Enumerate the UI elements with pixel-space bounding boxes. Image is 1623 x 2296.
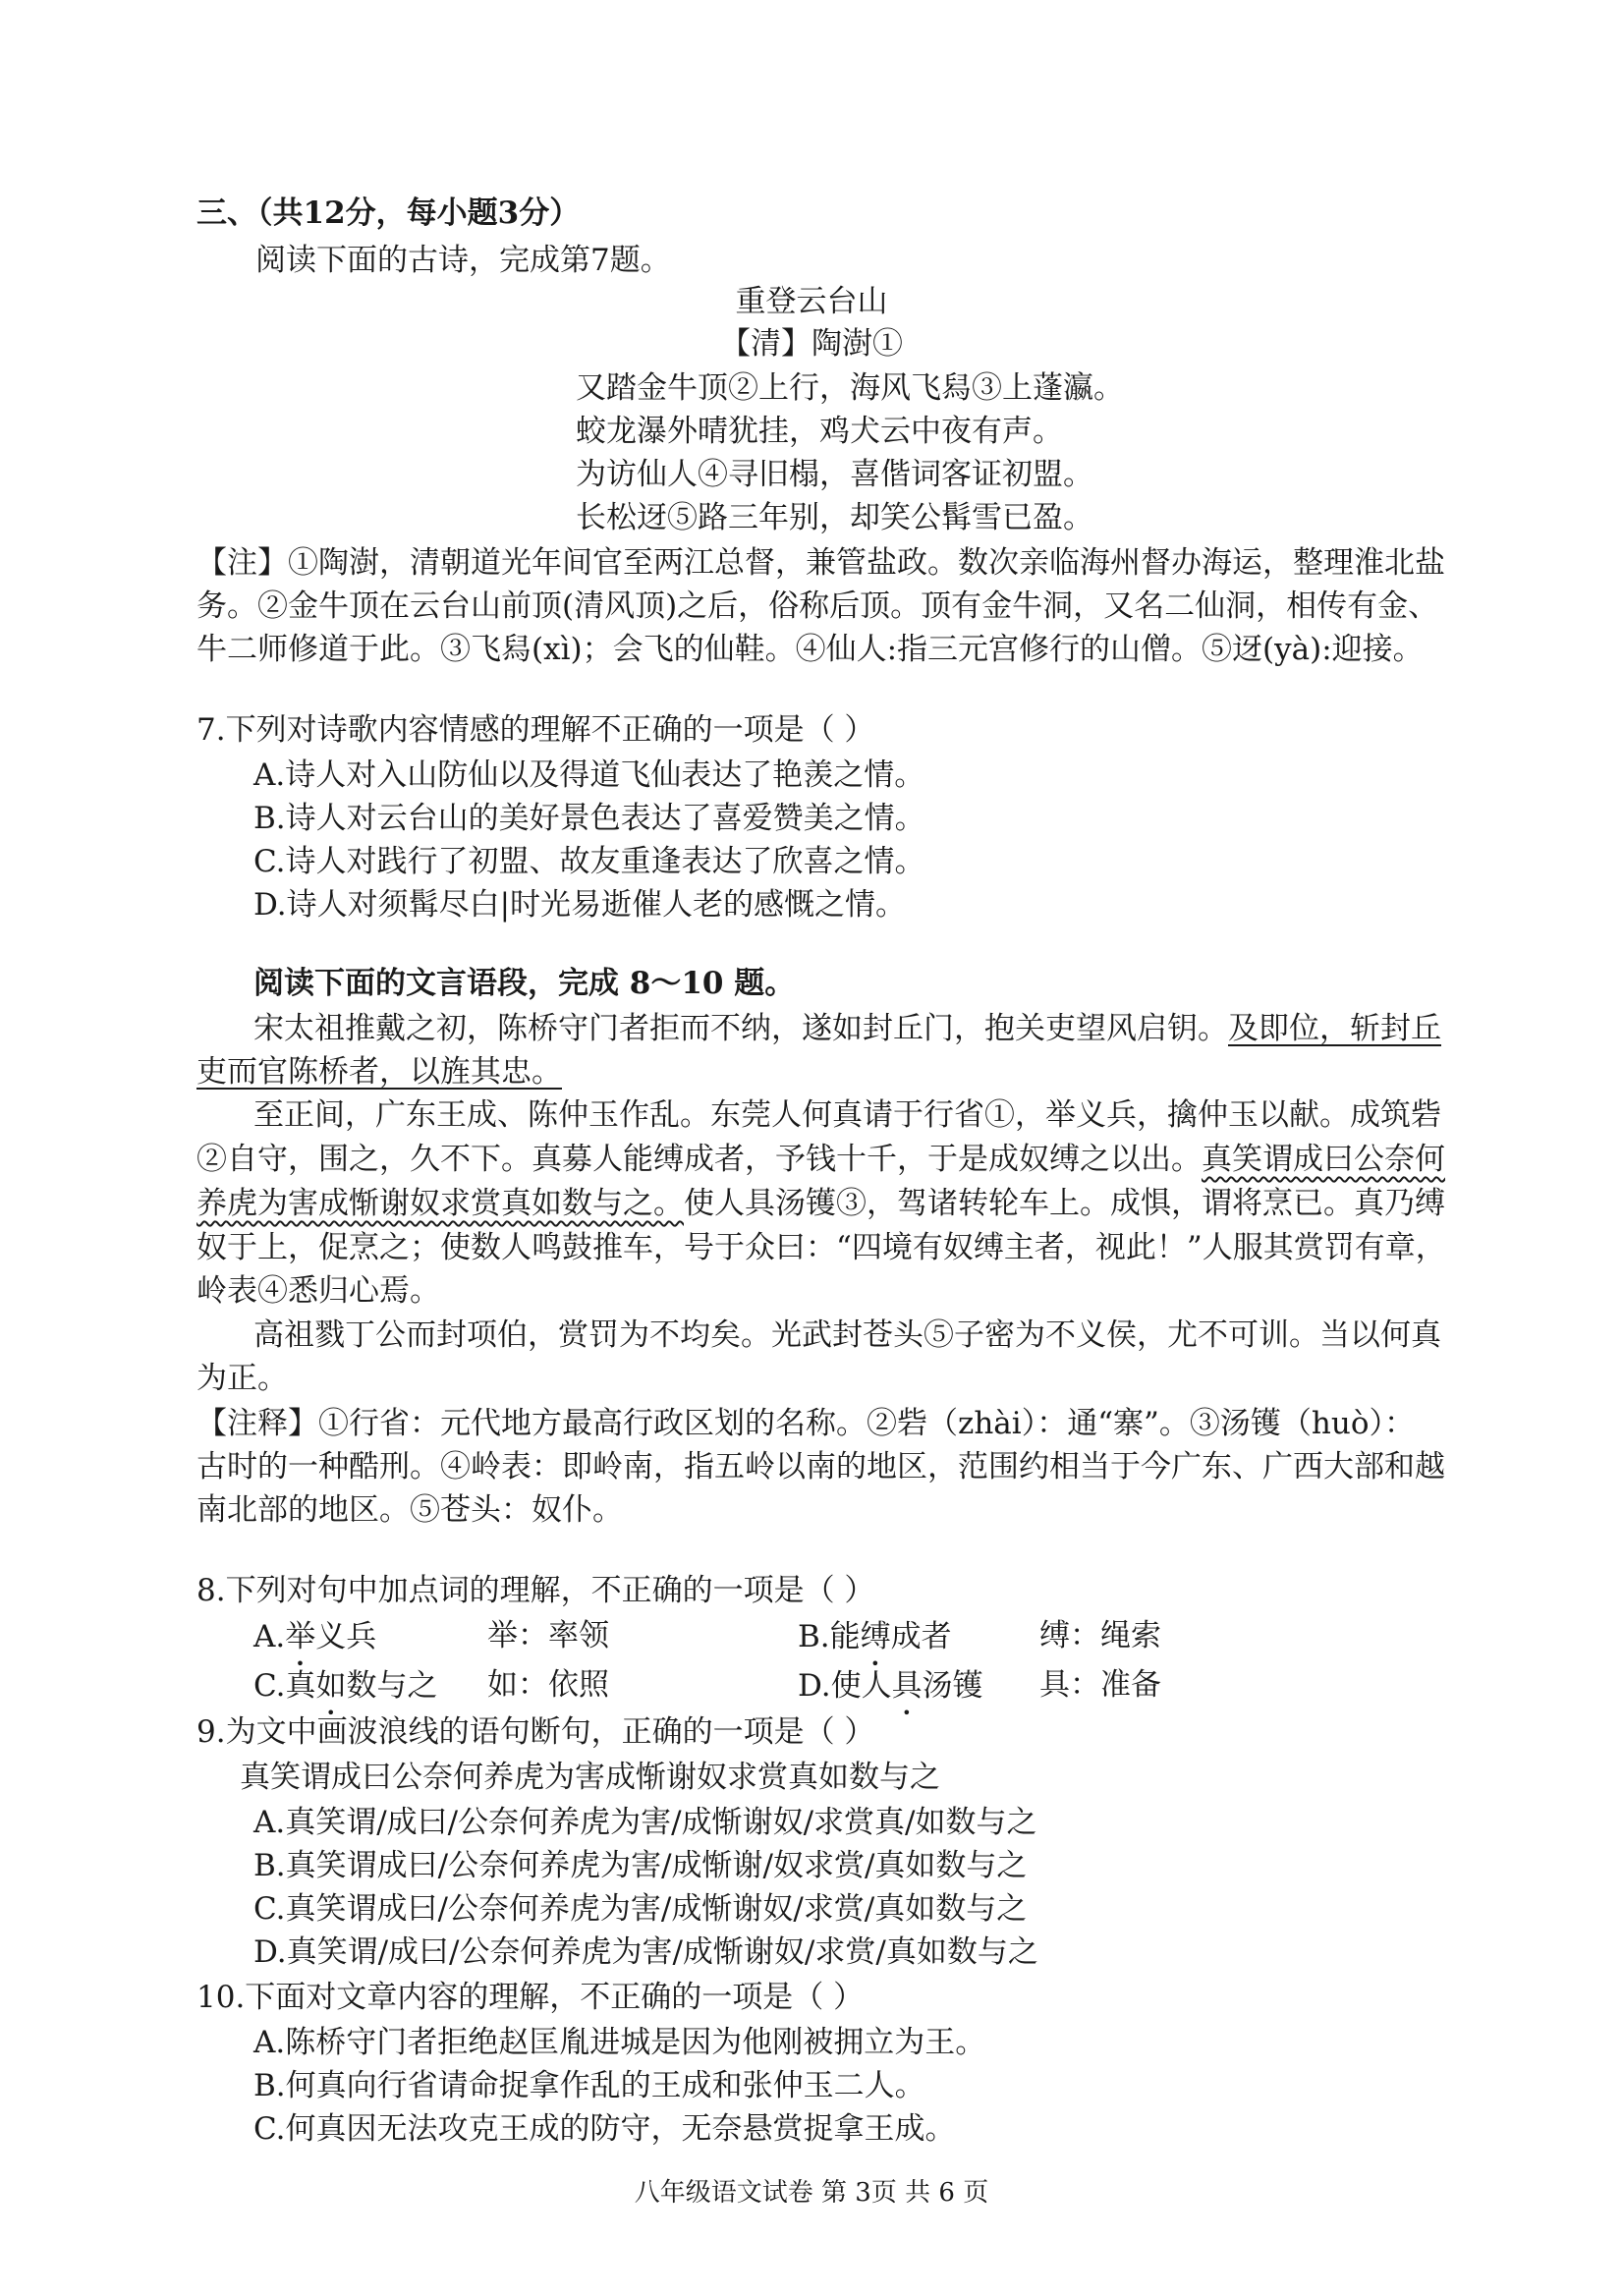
poem-author: 【清】陶澍① [720, 326, 903, 362]
passage-note-line: 【注释】①行省：元代地方最高行政区划的名称。②砦（zhài）：通“寨”。③汤镬（huò）： [196, 1406, 1415, 1441]
q9-sentence: 真笑谓成曰公奈何养虎为害成惭谢奴求赏真如数与之 [240, 1760, 940, 1795]
dotted-word: 具 [891, 1668, 923, 1704]
passage-line: 岭表④悉归心焉。 [196, 1273, 440, 1309]
q9-option-c: C.真笑谓成曰/公奈何养虎为害/成惭谢奴/求赏/真如数与之 [253, 1891, 1028, 1927]
q9-stem: 9.为文中画波浪线的语句断句，正确的一项是（ ） [196, 1714, 875, 1750]
passage-line [196, 1187, 1445, 1220]
passage-line [196, 1143, 1445, 1176]
q7-stem: 7.下列对诗歌内容情感的理解不正确的一项是（ ） [196, 712, 875, 748]
q10-option-c: C.何真因无法攻克王成的防守，无奈悬赏捉拿王成。 [253, 2111, 956, 2147]
poem-note-line: 务。②金牛顶在云台山前顶(清风顶)之后，俗称后顶。顶有金牛洞，又名二仙洞，相传有金、 [196, 588, 1439, 624]
dotted-word: 缚 [860, 1619, 891, 1654]
option-text: D.使人 [798, 1668, 892, 1704]
q8-option-b [798, 1619, 952, 1673]
passage-line: 至正间，广东王成、陈仲玉作乱。东莞人何真请于行省①，举义兵，擒仲玉以献。成筑砦 [253, 1097, 1441, 1133]
passage-text: 宋太祖推戴之初，陈桥守门者拒而不纳，遂如封丘门，抱关吏望风启钥。 [253, 1011, 1228, 1046]
passage-line [253, 1012, 1441, 1045]
option-text: 汤镬 [922, 1668, 983, 1704]
section-instruction: 阅读下面的古诗，完成第7题。 [255, 243, 671, 278]
underlined-sentence: 及即位，斩封丘 [1228, 1011, 1441, 1046]
page-footer: 八年级语文试卷 第 3页 共 6 页 [634, 2178, 989, 2208]
poem-line: 长松迓⑤路三年别，却笑公髯雪已盈。 [576, 500, 1093, 535]
q8-gloss-a: 举：率领 [487, 1618, 609, 1653]
q8-stem: 8.下列对句中加点词的理解，不正确的一项是（ ） [196, 1573, 875, 1608]
passage-instruction: 阅读下面的文言语段，完成 8～10 题。 [253, 966, 796, 1001]
passage-note-line: 南北部的地区。⑤苍头：奴仆。 [196, 1492, 623, 1528]
passage-note-line: 古时的一种酷刑。④岭表：即岭南，指五岭以南的地区，范围约相当于今广东、广西大部和越 [196, 1449, 1445, 1484]
option-text: 义兵 [315, 1619, 377, 1654]
q10-option-b: B.何真向行省请命捉拿作乱的王成和张仲玉二人。 [253, 2068, 925, 2103]
poem-line: 又踏金牛顶②上行，海风飞舄③上蓬瀛。 [576, 370, 1124, 406]
section-heading: 三、（共12分，每小题3分） [196, 196, 581, 231]
underlined-sentence: 吏而官陈桥者，以旌其忠。 [196, 1054, 562, 1090]
poem-note-line: 【注】①陶澍，清朝道光年间官至两江总督，兼管盐政。数次亲临海州督办海运，整理淮北盐 [196, 545, 1445, 581]
q10-option-a: A.陈桥守门者拒绝赵匡胤进城是因为他刚被拥立为王。 [253, 2025, 986, 2060]
option-text: 成者 [890, 1619, 952, 1654]
passage-text: ②自守，围之，久不下。真募人能缚成者，予钱十千，于是成奴缚之以出。 [196, 1142, 1202, 1177]
passage-line [196, 1055, 562, 1089]
option-text: B.能 [798, 1619, 861, 1654]
q7-option-c: C.诗人对践行了初盟、故友重逢表达了欣喜之情。 [253, 844, 925, 879]
poem-line: 蛟龙瀑外晴犹挂，鸡犬云中夜有声。 [576, 414, 1063, 449]
dotted-word: 如 [315, 1668, 347, 1704]
q7-option-a: A.诗人对入山防仙以及得道飞仙表达了艳羡之情。 [253, 757, 925, 793]
passage-line: 奴于上，促烹之；使数人鸣鼓推车，号于众曰：“四境有奴缚主者，视此！”人服其赏罚有章， [196, 1230, 1446, 1265]
q9-option-a: A.真笑谓/成曰/公奈何养虎为害/成惭谢奴/求赏真/如数与之 [253, 1805, 1037, 1840]
option-text: C.真 [253, 1668, 316, 1704]
q9-option-b: B.真笑谓成曰/公奈何养虎为害/成惭谢/奴求赏/真如数与之 [253, 1848, 1028, 1883]
q7-option-b: B.诗人对云台山的美好景色表达了喜爱赞美之情。 [253, 801, 925, 836]
wavy-sentence: 真笑谓成曰公奈何 [1202, 1142, 1445, 1177]
q10-stem: 10.下面对文章内容的理解，不正确的一项是（ ） [196, 1980, 865, 2015]
q8-gloss-c: 如：依照 [487, 1667, 609, 1703]
q8-gloss-b: 缚：绳索 [1039, 1618, 1161, 1653]
q8-option-a [253, 1619, 376, 1673]
option-text: 数与之 [346, 1668, 438, 1704]
passage-line: 高祖戮丁公而封项伯，赏罚为不均矣。光武封苍头⑤子密为不义侯，尤不可训。当以何真 [253, 1317, 1441, 1353]
poem-note-line: 牛二师修道于此。③飞舄(xì)；会飞的仙鞋。④仙人:指三元宫修行的山僧。⑤迓(yà):迎接。 [196, 632, 1424, 667]
option-text: A. [253, 1619, 286, 1654]
passage-line: 为正。 [196, 1361, 288, 1396]
dotted-word: 举 [285, 1619, 316, 1654]
q7-option-d: D.诗人对须髯尽白|时光易逝催人老的感慨之情。 [253, 887, 907, 923]
poem-line: 为访仙人④寻旧榻，喜偕词客证初盟。 [576, 457, 1093, 492]
q9-option-d: D.真笑谓/成曰/公奈何养虎为害/成惭谢奴/求赏/真如数与之 [253, 1934, 1038, 1970]
passage-text: 使人具汤镬③，驾诸转轮车上。成惧，谓将烹已。真乃缚 [684, 1186, 1445, 1221]
poem-title: 重登云台山 [735, 284, 888, 319]
wavy-sentence: 养虎为害成惭谢奴求赏真如数与之。 [196, 1186, 684, 1221]
q8-gloss-d: 具：准备 [1039, 1667, 1161, 1703]
